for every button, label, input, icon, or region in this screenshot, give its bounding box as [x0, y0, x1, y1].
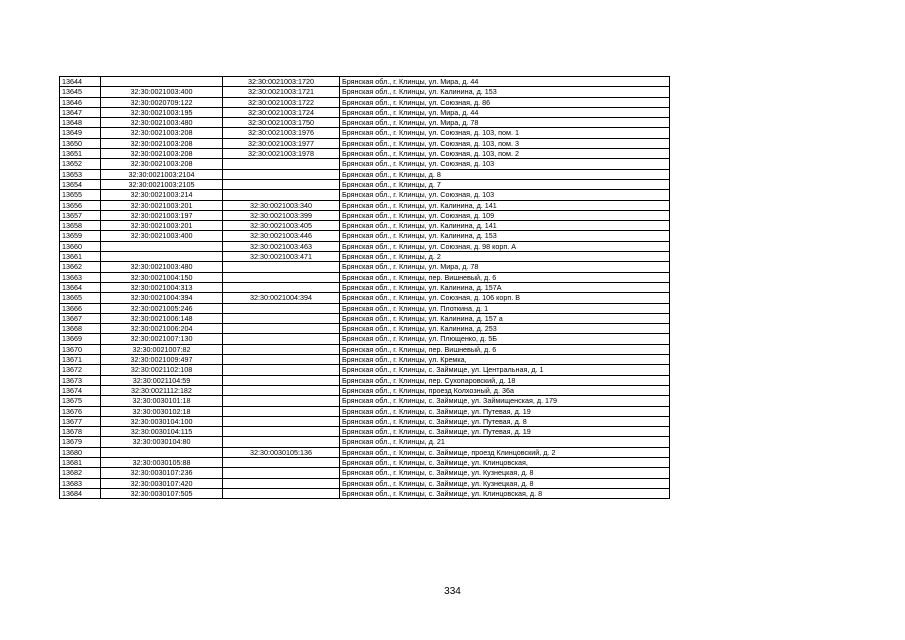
address-cell: Брянская обл., г. Клинцы, ул. Союзная, д. 103: [340, 190, 670, 200]
building-cadastral-number-cell: 32:30:0021003:1724: [223, 107, 340, 117]
row-number-cell: 13674: [60, 385, 101, 395]
cadastral-number-cell: 32:30:0021003:480: [101, 118, 223, 128]
row-number-cell: 13676: [60, 406, 101, 416]
row-number-cell: 13645: [60, 87, 101, 97]
cadastral-number-cell: 32:30:0021005:246: [101, 303, 223, 313]
table-row: [60, 77, 670, 87]
table-row: [60, 97, 670, 107]
row-number-cell: 13677: [60, 416, 101, 426]
address-cell: Брянская обл., г. Клинцы, с. Займище, ул. Путевая, д. 19: [340, 406, 670, 416]
address-cell: Брянская обл., г. Клинцы, ул. Калинина, д. 157 а: [340, 313, 670, 323]
table-row: [60, 262, 670, 272]
address-cell: Брянская обл., г. Клинцы, ул. Союзная, д. 86: [340, 97, 670, 107]
building-cadastral-number-cell: 32:30:0021003:1978: [223, 149, 340, 159]
address-cell: Брянская обл., г. Клинцы, ул. Союзная, д. 106 корп. В: [340, 293, 670, 303]
row-number-cell: 13653: [60, 169, 101, 179]
building-cadastral-number-cell: 32:30:0021003:405: [223, 221, 340, 231]
row-number-cell: 13673: [60, 375, 101, 385]
row-number-cell: 13655: [60, 190, 101, 200]
row-number-cell: 13656: [60, 200, 101, 210]
address-cell: Брянская обл., г. Клинцы, ул. Мира, д. 78: [340, 118, 670, 128]
address-cell: Брянская обл., г. Клинцы, ул. Союзная, д. 109: [340, 210, 670, 220]
building-cadastral-number-cell: 32:30:0021003:471: [223, 252, 340, 262]
building-cadastral-number-cell: 32:30:0021003:463: [223, 241, 340, 251]
building-cadastral-number-cell: [223, 468, 340, 478]
cadastral-number-cell: 32:30:0021004:150: [101, 272, 223, 282]
row-number-cell: 13648: [60, 118, 101, 128]
cadastral-number-cell: 32:30:0021006:148: [101, 313, 223, 323]
cadastral-number-cell: 32:30:0021003:400: [101, 87, 223, 97]
cadastral-number-cell: 32:30:0021003:201: [101, 221, 223, 231]
table-row: [60, 138, 670, 148]
address-cell: Брянская обл., г. Клинцы, ул. Мира, д. 44: [340, 77, 670, 87]
building-cadastral-number-cell: [223, 324, 340, 334]
building-cadastral-number-cell: [223, 262, 340, 272]
table-row: [60, 334, 670, 344]
building-cadastral-number-cell: [223, 385, 340, 395]
building-cadastral-number-cell: 32:30:0021003:1750: [223, 118, 340, 128]
address-cell: Брянская обл., г. Клинцы, с. Займище, ул. Путевая, д. 8: [340, 416, 670, 426]
table-row: [60, 457, 670, 467]
table-row: [60, 324, 670, 334]
address-cell: Брянская обл., г. Клинцы, ул. Союзная, д. 103, пом. 1: [340, 128, 670, 138]
table-row: [60, 478, 670, 488]
cadastral-number-cell: 32:30:0021003:2104: [101, 169, 223, 179]
row-number-cell: 13671: [60, 355, 101, 365]
cadastral-number-cell: 32:30:0021003:208: [101, 159, 223, 169]
table-row: [60, 313, 670, 323]
row-number-cell: 13682: [60, 468, 101, 478]
cadastral-number-cell: 32:30:0030102:18: [101, 406, 223, 416]
address-cell: Брянская обл., г. Клинцы, ул. Плоткина, д. 1: [340, 303, 670, 313]
table-row: [60, 488, 670, 498]
cadastral-number-cell: [101, 252, 223, 262]
table-row: [60, 87, 670, 97]
row-number-cell: 13680: [60, 447, 101, 457]
address-cell: Брянская обл., г. Клинцы, ул. Калинина, д. 153: [340, 87, 670, 97]
cadastral-number-cell: 32:30:0021007:130: [101, 334, 223, 344]
row-number-cell: 13665: [60, 293, 101, 303]
row-number-cell: 13644: [60, 77, 101, 87]
row-number-cell: 13669: [60, 334, 101, 344]
address-cell: Брянская обл., г. Клинцы, ул. Калинина, д. 153: [340, 231, 670, 241]
row-number-cell: 13666: [60, 303, 101, 313]
cadastral-number-cell: 32:30:0020709:122: [101, 97, 223, 107]
cadastral-number-cell: 32:30:0030107:420: [101, 478, 223, 488]
cadastral-number-cell: 32:30:0030104:115: [101, 427, 223, 437]
row-number-cell: 13650: [60, 138, 101, 148]
row-number-cell: 13667: [60, 313, 101, 323]
address-cell: Брянская обл., г. Клинцы, ул. Калинина, д. 253: [340, 324, 670, 334]
table-row: [60, 468, 670, 478]
row-number-cell: 13657: [60, 210, 101, 220]
table-row: [60, 416, 670, 426]
table-row: [60, 282, 670, 292]
table-row: [60, 355, 670, 365]
building-cadastral-number-cell: [223, 365, 340, 375]
row-number-cell: 13660: [60, 241, 101, 251]
row-number-cell: 13684: [60, 488, 101, 498]
table-row: [60, 169, 670, 179]
address-cell: Брянская обл., г. Клинцы, д. 21: [340, 437, 670, 447]
building-cadastral-number-cell: 32:30:0021003:1722: [223, 97, 340, 107]
table-row: [60, 427, 670, 437]
building-cadastral-number-cell: [223, 478, 340, 488]
building-cadastral-number-cell: [223, 457, 340, 467]
table-row: [60, 447, 670, 457]
building-cadastral-number-cell: [223, 416, 340, 426]
cadastral-number-cell: 32:30:0021004:394: [101, 293, 223, 303]
building-cadastral-number-cell: [223, 355, 340, 365]
row-number-cell: 13664: [60, 282, 101, 292]
cadastral-number-cell: 32:30:0030107:236: [101, 468, 223, 478]
address-cell: Брянская обл., г. Клинцы, ул. Союзная, д. 98 корп. А: [340, 241, 670, 251]
building-cadastral-number-cell: [223, 282, 340, 292]
table-row: [60, 303, 670, 313]
building-cadastral-number-cell: [223, 437, 340, 447]
table-row: [60, 344, 670, 354]
cadastral-number-cell: 32:30:0021003:214: [101, 190, 223, 200]
row-number-cell: 13649: [60, 128, 101, 138]
table-row: [60, 293, 670, 303]
row-number-cell: 13672: [60, 365, 101, 375]
cadastral-number-cell: 32:30:0021003:2105: [101, 179, 223, 189]
address-cell: Брянская обл., г. Клинцы, ул. Калинина, д. 141: [340, 221, 670, 231]
address-cell: Брянская обл., г. Клинцы, с. Займище, проезд Клинцовский, д. 2: [340, 447, 670, 457]
row-number-cell: 13646: [60, 97, 101, 107]
cadastral-number-cell: 32:30:0030105:88: [101, 457, 223, 467]
cadastral-number-cell: 32:30:0030104:100: [101, 416, 223, 426]
address-cell: Брянская обл., г. Клинцы, пер. Вишневый, д. 6: [340, 344, 670, 354]
building-cadastral-number-cell: [223, 313, 340, 323]
table-row: [60, 406, 670, 416]
cadastral-number-cell: 32:30:0021003:201: [101, 200, 223, 210]
table-row: [60, 385, 670, 395]
row-number-cell: 13679: [60, 437, 101, 447]
row-number-cell: 13681: [60, 457, 101, 467]
row-number-cell: 13663: [60, 272, 101, 282]
address-cell: Брянская обл., г. Клинцы, д. 2: [340, 252, 670, 262]
building-cadastral-number-cell: [223, 396, 340, 406]
address-cell: Брянская обл., г. Клинцы, пер. Вишневый, д. 6: [340, 272, 670, 282]
address-cell: Брянская обл., г. Клинцы, с. Займище, ул. Займищенская, д. 179: [340, 396, 670, 406]
cadastral-number-cell: 32:30:0021004:313: [101, 282, 223, 292]
address-cell: Брянская обл., г. Клинцы, ул. Союзная, д. 103, пом. 3: [340, 138, 670, 148]
row-number-cell: 13658: [60, 221, 101, 231]
table-row: [60, 241, 670, 251]
building-cadastral-number-cell: [223, 272, 340, 282]
address-cell: Брянская обл., г. Клинцы, с. Займище, ул. Кузнецкая, д. 8: [340, 468, 670, 478]
building-cadastral-number-cell: 32:30:0021003:1977: [223, 138, 340, 148]
table-row: [60, 128, 670, 138]
address-cell: Брянская обл., г. Клинцы, с. Займище, ул. Клинцовская, д. 8: [340, 488, 670, 498]
table-row: [60, 159, 670, 169]
cadastral-number-cell: [101, 447, 223, 457]
row-number-cell: 13668: [60, 324, 101, 334]
cadastral-number-cell: 32:30:0030107:505: [101, 488, 223, 498]
cadastral-number-cell: 32:30:0021112:182: [101, 385, 223, 395]
building-cadastral-number-cell: [223, 190, 340, 200]
cadastral-number-cell: [101, 241, 223, 251]
building-cadastral-number-cell: [223, 159, 340, 169]
registry-table-body: [60, 77, 670, 499]
table-row: [60, 179, 670, 189]
address-cell: Брянская обл., г. Клинцы, с. Займище, ул. Клинцовская,: [340, 457, 670, 467]
building-cadastral-number-cell: 32:30:0021003:399: [223, 210, 340, 220]
building-cadastral-number-cell: 32:30:0021003:340: [223, 200, 340, 210]
cadastral-number-cell: 32:30:0021007:82: [101, 344, 223, 354]
cadastral-number-cell: 32:30:0021003:197: [101, 210, 223, 220]
row-number-cell: 13654: [60, 179, 101, 189]
cadastral-number-cell: 32:30:0021003:208: [101, 128, 223, 138]
building-cadastral-number-cell: [223, 303, 340, 313]
table-row: [60, 200, 670, 210]
building-cadastral-number-cell: 32:30:0021004:394: [223, 293, 340, 303]
address-cell: Брянская обл., г. Клинцы, с. Займище, ул. Путевая, д. 19: [340, 427, 670, 437]
address-cell: Брянская обл., г. Клинцы, ул. Калинина, д. 157А: [340, 282, 670, 292]
table-row: [60, 396, 670, 406]
building-cadastral-number-cell: 32:30:0021003:1721: [223, 87, 340, 97]
address-cell: Брянская обл., г. Клинцы, д. 8: [340, 169, 670, 179]
building-cadastral-number-cell: [223, 344, 340, 354]
address-cell: Брянская обл., г. Клинцы, ул. Мира, д. 44: [340, 107, 670, 117]
registry-table: [59, 76, 670, 499]
row-number-cell: 13652: [60, 159, 101, 169]
cadastral-number-cell: 32:30:0021003:208: [101, 149, 223, 159]
table-row: [60, 149, 670, 159]
row-number-cell: 13651: [60, 149, 101, 159]
building-cadastral-number-cell: 32:30:0021003:446: [223, 231, 340, 241]
table-row: [60, 118, 670, 128]
row-number-cell: 13675: [60, 396, 101, 406]
table-row: [60, 221, 670, 231]
row-number-cell: 13683: [60, 478, 101, 488]
table-row: [60, 375, 670, 385]
cadastral-number-cell: 32:30:0030101:18: [101, 396, 223, 406]
row-number-cell: 13662: [60, 262, 101, 272]
row-number-cell: 13661: [60, 252, 101, 262]
building-cadastral-number-cell: 32:30:0021003:1720: [223, 77, 340, 87]
table-row: [60, 231, 670, 241]
address-cell: Брянская обл., г. Клинцы, ул. Союзная, д. 103: [340, 159, 670, 169]
cadastral-number-cell: 32:30:0021102:108: [101, 365, 223, 375]
row-number-cell: 13678: [60, 427, 101, 437]
cadastral-number-cell: 32:30:0030104:80: [101, 437, 223, 447]
row-number-cell: 13659: [60, 231, 101, 241]
cadastral-number-cell: [101, 77, 223, 87]
table-row: [60, 210, 670, 220]
address-cell: Брянская обл., г. Клинцы, ул. Союзная, д. 103, пом. 2: [340, 149, 670, 159]
address-cell: Брянская обл., г. Клинцы, пер. Сухопаровский, д. 18: [340, 375, 670, 385]
building-cadastral-number-cell: 32:30:0030105:136: [223, 447, 340, 457]
building-cadastral-number-cell: [223, 169, 340, 179]
cadastral-number-cell: 32:30:0021003:195: [101, 107, 223, 117]
cadastral-number-cell: 32:30:0021003:208: [101, 138, 223, 148]
address-cell: Брянская обл., г. Клинцы, проезд Колхозный, д. 36а: [340, 385, 670, 395]
address-cell: Брянская обл., г. Клинцы, ул. Плющенко, д. 5Б: [340, 334, 670, 344]
cadastral-number-cell: 32:30:0021003:480: [101, 262, 223, 272]
building-cadastral-number-cell: [223, 488, 340, 498]
building-cadastral-number-cell: [223, 179, 340, 189]
table-row: [60, 252, 670, 262]
address-cell: Брянская обл., г. Клинцы, с. Займище, ул. Кузнецкая, д. 8: [340, 478, 670, 488]
table-row: [60, 190, 670, 200]
table-row: [60, 365, 670, 375]
address-cell: Брянская обл., г. Клинцы, ул. Калинина, д. 141: [340, 200, 670, 210]
table-row: [60, 437, 670, 447]
address-cell: Брянская обл., г. Клинцы, ул. Мира, д. 78: [340, 262, 670, 272]
building-cadastral-number-cell: 32:30:0021003:1976: [223, 128, 340, 138]
address-cell: Брянская обл., г. Клинцы, ул. Кремка,: [340, 355, 670, 365]
table-row: [60, 272, 670, 282]
table-row: [60, 107, 670, 117]
row-number-cell: 13647: [60, 107, 101, 117]
building-cadastral-number-cell: [223, 427, 340, 437]
row-number-cell: 13670: [60, 344, 101, 354]
cadastral-number-cell: 32:30:0021003:400: [101, 231, 223, 241]
building-cadastral-number-cell: [223, 406, 340, 416]
address-cell: Брянская обл., г. Клинцы, с. Займище, ул. Центральная, д. 1: [340, 365, 670, 375]
cadastral-number-cell: 32:30:0021006:204: [101, 324, 223, 334]
building-cadastral-number-cell: [223, 375, 340, 385]
cadastral-number-cell: 32:30:0021104:59: [101, 375, 223, 385]
address-cell: Брянская обл., г. Клинцы, д. 7: [340, 179, 670, 189]
building-cadastral-number-cell: [223, 334, 340, 344]
cadastral-number-cell: 32:30:0021009:497: [101, 355, 223, 365]
page-number: 334: [444, 586, 461, 597]
